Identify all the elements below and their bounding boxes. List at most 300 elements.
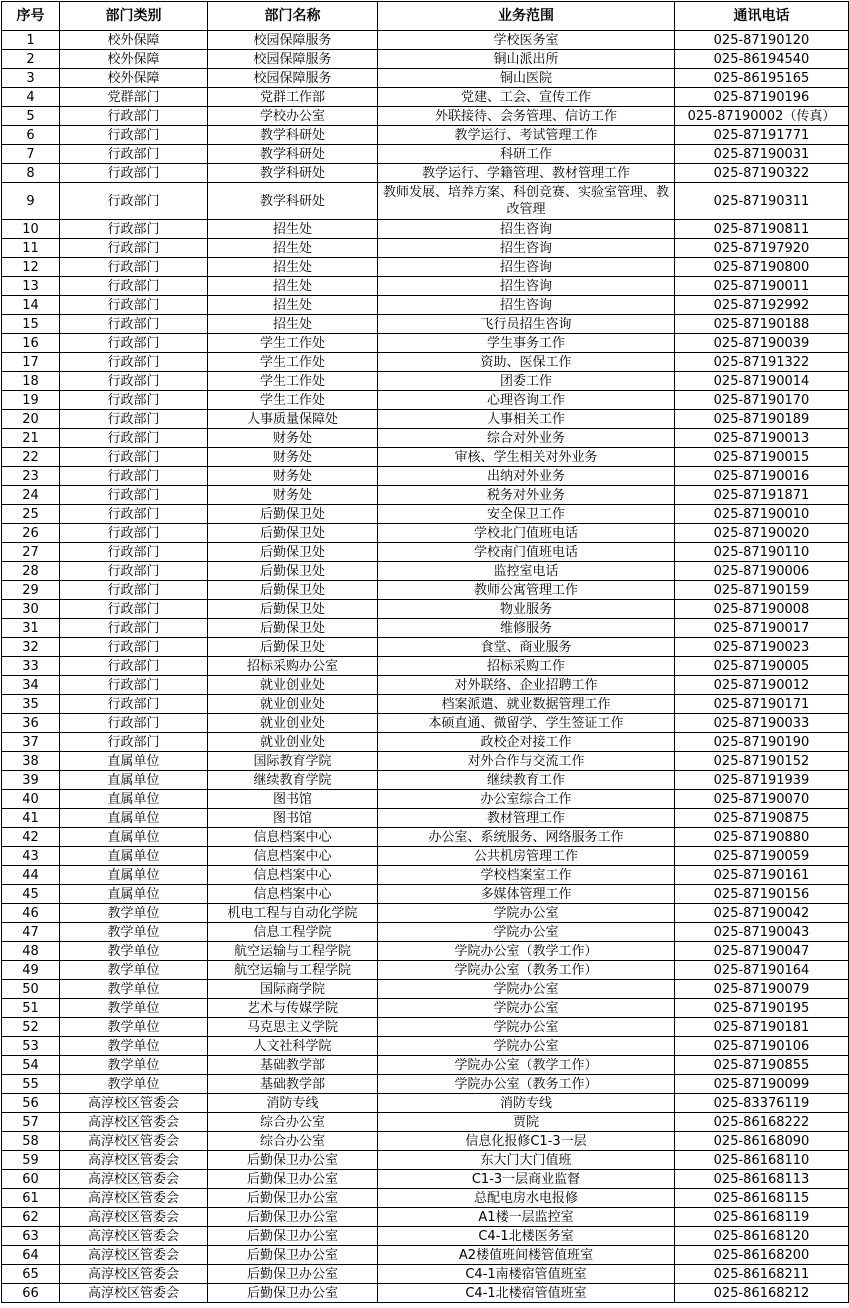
cell-department: 基础教学部	[208, 1075, 378, 1094]
cell-department: 财务处	[208, 467, 378, 486]
cell-index: 24	[2, 486, 60, 505]
cell-phone: 025-86168113	[675, 1170, 849, 1189]
cell-index: 4	[2, 88, 60, 107]
cell-index: 47	[2, 923, 60, 942]
table-row	[2, 164, 849, 183]
table-row	[2, 50, 849, 69]
cell-department: 马克思主义学院	[208, 1018, 378, 1037]
cell-index: 45	[2, 885, 60, 904]
cell-category: 行政部门	[60, 372, 208, 391]
cell-scope: 对外联络、企业招聘工作	[378, 676, 675, 695]
cell-category: 行政部门	[60, 353, 208, 372]
cell-scope: 心理咨询工作	[378, 391, 675, 410]
cell-department: 信息档案中心	[208, 847, 378, 866]
table-row	[2, 809, 849, 828]
cell-phone: 025-87190875	[675, 809, 849, 828]
cell-phone: 025-87190110	[675, 543, 849, 562]
cell-index: 56	[2, 1094, 60, 1113]
cell-index: 58	[2, 1132, 60, 1151]
cell-scope: 招生咨询	[378, 277, 675, 296]
cell-department: 就业创业处	[208, 695, 378, 714]
cell-scope: 档案派遣、就业数据管理工作	[378, 695, 675, 714]
table-row	[2, 1227, 849, 1246]
cell-department: 就业创业处	[208, 676, 378, 695]
table-row	[2, 1189, 849, 1208]
cell-department: 后勤保卫处	[208, 562, 378, 581]
cell-category: 教学单位	[60, 942, 208, 961]
table-row	[2, 486, 849, 505]
cell-scope: 审核、学生相关对外业务	[378, 448, 675, 467]
cell-category: 高淳校区管委会	[60, 1227, 208, 1246]
cell-scope: 学院办公室（教务工作）	[378, 1075, 675, 1094]
cell-scope: 总配电房水电报修	[378, 1189, 675, 1208]
cell-category: 校外保障	[60, 50, 208, 69]
cell-scope: 学院办公室（教学工作）	[378, 1056, 675, 1075]
cell-phone: 025-87190043	[675, 923, 849, 942]
cell-index: 12	[2, 258, 60, 277]
cell-scope: 招生咨询	[378, 296, 675, 315]
cell-scope: 资助、医保工作	[378, 353, 675, 372]
cell-index: 39	[2, 771, 60, 790]
table-row	[2, 1284, 849, 1303]
header-department: 部门名称	[208, 2, 378, 31]
table-row	[2, 676, 849, 695]
cell-category: 教学单位	[60, 1056, 208, 1075]
table-row	[2, 752, 849, 771]
table-row	[2, 372, 849, 391]
cell-index: 36	[2, 714, 60, 733]
cell-scope: 本硕直通、微留学、学生签证工作	[378, 714, 675, 733]
cell-category: 直属单位	[60, 771, 208, 790]
cell-scope: 飞行员招生咨询	[378, 315, 675, 334]
cell-phone: 025-86168115	[675, 1189, 849, 1208]
table-header	[2, 2, 849, 31]
cell-department: 学生工作处	[208, 391, 378, 410]
cell-category: 行政部门	[60, 145, 208, 164]
cell-department: 信息工程学院	[208, 923, 378, 942]
cell-category: 行政部门	[60, 714, 208, 733]
cell-phone: 025-87191871	[675, 486, 849, 505]
cell-department: 继续教育学院	[208, 771, 378, 790]
cell-category: 行政部门	[60, 676, 208, 695]
cell-scope: 教师发展、培养方案、科创竞赛、实验室管理、教改管理	[378, 183, 675, 220]
cell-scope: 出纳对外业务	[378, 467, 675, 486]
cell-department: 财务处	[208, 486, 378, 505]
cell-index: 52	[2, 1018, 60, 1037]
table-row	[2, 1170, 849, 1189]
cell-category: 高淳校区管委会	[60, 1265, 208, 1284]
cell-category: 行政部门	[60, 733, 208, 752]
cell-scope: 税务对外业务	[378, 486, 675, 505]
cell-index: 35	[2, 695, 60, 714]
table-row	[2, 1094, 849, 1113]
cell-index: 17	[2, 353, 60, 372]
cell-phone: 025-87190188	[675, 315, 849, 334]
cell-phone: 025-87190008	[675, 600, 849, 619]
cell-department: 航空运输与工程学院	[208, 942, 378, 961]
cell-scope: 学院办公室	[378, 923, 675, 942]
cell-category: 直属单位	[60, 847, 208, 866]
cell-index: 66	[2, 1284, 60, 1303]
cell-category: 直属单位	[60, 828, 208, 847]
cell-category: 行政部门	[60, 657, 208, 676]
cell-department: 人事质量保障处	[208, 410, 378, 429]
cell-scope: 学院办公室（教务工作）	[378, 961, 675, 980]
cell-scope: 食堂、商业服务	[378, 638, 675, 657]
table-row	[2, 695, 849, 714]
cell-phone: 025-87190106	[675, 1037, 849, 1056]
table-row	[2, 1151, 849, 1170]
cell-index: 50	[2, 980, 60, 999]
cell-department: 图书馆	[208, 809, 378, 828]
cell-phone: 025-87190311	[675, 183, 849, 220]
cell-phone: 025-87190190	[675, 733, 849, 752]
cell-phone: 025-87190039	[675, 334, 849, 353]
table-row	[2, 334, 849, 353]
cell-index: 59	[2, 1151, 60, 1170]
cell-department: 后勤保卫处	[208, 581, 378, 600]
cell-category: 行政部门	[60, 695, 208, 714]
cell-scope: 监控室电话	[378, 562, 675, 581]
cell-scope: 学生事务工作	[378, 334, 675, 353]
cell-index: 31	[2, 619, 60, 638]
cell-index: 63	[2, 1227, 60, 1246]
table-row	[2, 866, 849, 885]
cell-phone: 025-86168119	[675, 1208, 849, 1227]
cell-department: 国际商学院	[208, 980, 378, 999]
table-row	[2, 733, 849, 752]
cell-phone: 025-87190031	[675, 145, 849, 164]
cell-scope: A2楼值班间楼管值班室	[378, 1246, 675, 1265]
table-row	[2, 183, 849, 220]
cell-phone: 025-86168120	[675, 1227, 849, 1246]
cell-department: 学生工作处	[208, 353, 378, 372]
cell-phone: 025-86194540	[675, 50, 849, 69]
cell-category: 行政部门	[60, 183, 208, 220]
table-row	[2, 467, 849, 486]
cell-department: 后勤保卫办公室	[208, 1227, 378, 1246]
cell-department: 招生处	[208, 239, 378, 258]
table-row	[2, 277, 849, 296]
cell-scope: 东大门大门值班	[378, 1151, 675, 1170]
cell-index: 27	[2, 543, 60, 562]
cell-scope: 学校医务室	[378, 31, 675, 50]
cell-scope: 信息化报修C1-3一层	[378, 1132, 675, 1151]
cell-scope: 学院办公室	[378, 904, 675, 923]
cell-category: 高淳校区管委会	[60, 1094, 208, 1113]
cell-index: 13	[2, 277, 60, 296]
cell-scope: 消防专线	[378, 1094, 675, 1113]
cell-scope: 学院办公室	[378, 1037, 675, 1056]
cell-index: 30	[2, 600, 60, 619]
cell-index: 21	[2, 429, 60, 448]
table-row	[2, 581, 849, 600]
cell-scope: C4-1北楼宿管值班室	[378, 1284, 675, 1303]
cell-department: 信息档案中心	[208, 866, 378, 885]
table-row	[2, 239, 849, 258]
cell-category: 行政部门	[60, 391, 208, 410]
table-row	[2, 107, 849, 126]
table-row	[2, 410, 849, 429]
cell-department: 校园保障服务	[208, 50, 378, 69]
cell-index: 43	[2, 847, 60, 866]
table-row	[2, 524, 849, 543]
table-row	[2, 562, 849, 581]
cell-phone: 025-86168211	[675, 1265, 849, 1284]
cell-index: 57	[2, 1113, 60, 1132]
cell-scope: C4-1北楼医务室	[378, 1227, 675, 1246]
cell-index: 41	[2, 809, 60, 828]
table-row	[2, 220, 849, 239]
cell-category: 直属单位	[60, 885, 208, 904]
cell-category: 行政部门	[60, 220, 208, 239]
cell-index: 7	[2, 145, 60, 164]
cell-scope: 继续教育工作	[378, 771, 675, 790]
cell-index: 1	[2, 31, 60, 50]
cell-phone: 025-86195165	[675, 69, 849, 88]
cell-phone: 025-87191771	[675, 126, 849, 145]
cell-department: 后勤保卫处	[208, 600, 378, 619]
cell-index: 20	[2, 410, 60, 429]
cell-department: 就业创业处	[208, 733, 378, 752]
cell-scope: 招生咨询	[378, 258, 675, 277]
cell-phone: 025-87190012	[675, 676, 849, 695]
cell-category: 高淳校区管委会	[60, 1132, 208, 1151]
table-row	[2, 980, 849, 999]
cell-department: 招标采购办公室	[208, 657, 378, 676]
cell-index: 60	[2, 1170, 60, 1189]
cell-index: 49	[2, 961, 60, 980]
cell-category: 行政部门	[60, 543, 208, 562]
cell-category: 教学单位	[60, 904, 208, 923]
cell-category: 高淳校区管委会	[60, 1113, 208, 1132]
cell-index: 23	[2, 467, 60, 486]
cell-phone: 025-87190855	[675, 1056, 849, 1075]
cell-index: 61	[2, 1189, 60, 1208]
table-row	[2, 448, 849, 467]
cell-phone: 025-87191939	[675, 771, 849, 790]
cell-department: 校园保障服务	[208, 31, 378, 50]
cell-department: 后勤保卫办公室	[208, 1246, 378, 1265]
cell-scope: 学校档案室工作	[378, 866, 675, 885]
cell-phone: 025-87190010	[675, 505, 849, 524]
cell-department: 后勤保卫处	[208, 619, 378, 638]
cell-phone: 025-87192992	[675, 296, 849, 315]
cell-phone: 025-87190800	[675, 258, 849, 277]
cell-index: 54	[2, 1056, 60, 1075]
cell-scope: 政校企对接工作	[378, 733, 675, 752]
cell-department: 招生处	[208, 258, 378, 277]
cell-scope: 科研工作	[378, 145, 675, 164]
cell-scope: 铜山派出所	[378, 50, 675, 69]
header-row	[2, 2, 849, 31]
cell-scope: 贾院	[378, 1113, 675, 1132]
cell-index: 29	[2, 581, 60, 600]
cell-category: 行政部门	[60, 315, 208, 334]
cell-department: 航空运输与工程学院	[208, 961, 378, 980]
cell-category: 教学单位	[60, 999, 208, 1018]
table-row	[2, 353, 849, 372]
cell-department: 信息档案中心	[208, 885, 378, 904]
table-row	[2, 88, 849, 107]
cell-category: 行政部门	[60, 296, 208, 315]
table-row	[2, 126, 849, 145]
cell-department: 就业创业处	[208, 714, 378, 733]
table-row	[2, 885, 849, 904]
cell-scope: 招生咨询	[378, 220, 675, 239]
table-row	[2, 1018, 849, 1037]
cell-phone: 025-87190196	[675, 88, 849, 107]
cell-scope: 铜山医院	[378, 69, 675, 88]
cell-department: 后勤保卫办公室	[208, 1284, 378, 1303]
cell-category: 教学单位	[60, 923, 208, 942]
cell-index: 51	[2, 999, 60, 1018]
table-row	[2, 1056, 849, 1075]
cell-index: 46	[2, 904, 60, 923]
cell-department: 学校办公室	[208, 107, 378, 126]
cell-department: 党群工作部	[208, 88, 378, 107]
cell-department: 招生处	[208, 220, 378, 239]
cell-scope: 教师公寓管理工作	[378, 581, 675, 600]
cell-phone: 025-87190013	[675, 429, 849, 448]
cell-phone: 025-87190017	[675, 619, 849, 638]
cell-index: 44	[2, 866, 60, 885]
cell-department: 国际教育学院	[208, 752, 378, 771]
table-row	[2, 296, 849, 315]
cell-scope: 学院办公室	[378, 999, 675, 1018]
cell-category: 直属单位	[60, 752, 208, 771]
cell-index: 53	[2, 1037, 60, 1056]
table-row	[2, 619, 849, 638]
cell-scope: 招生咨询	[378, 239, 675, 258]
cell-index: 8	[2, 164, 60, 183]
cell-category: 行政部门	[60, 164, 208, 183]
table-row	[2, 600, 849, 619]
cell-phone: 025-87190033	[675, 714, 849, 733]
cell-phone: 025-87190099	[675, 1075, 849, 1094]
cell-scope: C1-3一层商业监督	[378, 1170, 675, 1189]
cell-index: 28	[2, 562, 60, 581]
cell-phone: 025-87190059	[675, 847, 849, 866]
cell-index: 22	[2, 448, 60, 467]
cell-index: 5	[2, 107, 60, 126]
cell-phone: 025-87190011	[675, 277, 849, 296]
table-row	[2, 258, 849, 277]
table-row	[2, 69, 849, 88]
cell-category: 高淳校区管委会	[60, 1246, 208, 1265]
table-row	[2, 714, 849, 733]
cell-department: 基础教学部	[208, 1056, 378, 1075]
cell-phone: 025-87190016	[675, 467, 849, 486]
cell-department: 教学科研处	[208, 126, 378, 145]
cell-department: 后勤保卫办公室	[208, 1170, 378, 1189]
table-row	[2, 771, 849, 790]
cell-scope: 学院办公室	[378, 1018, 675, 1037]
cell-category: 高淳校区管委会	[60, 1284, 208, 1303]
cell-department: 信息档案中心	[208, 828, 378, 847]
cell-category: 直属单位	[60, 809, 208, 828]
cell-department: 艺术与传媒学院	[208, 999, 378, 1018]
cell-index: 55	[2, 1075, 60, 1094]
cell-category: 行政部门	[60, 638, 208, 657]
cell-index: 38	[2, 752, 60, 771]
cell-department: 机电工程与自动化学院	[208, 904, 378, 923]
cell-department: 学生工作处	[208, 372, 378, 391]
cell-index: 32	[2, 638, 60, 657]
table-row	[2, 1075, 849, 1094]
cell-category: 高淳校区管委会	[60, 1151, 208, 1170]
cell-department: 综合办公室	[208, 1113, 378, 1132]
cell-department: 后勤保卫处	[208, 524, 378, 543]
cell-scope: 教材管理工作	[378, 809, 675, 828]
cell-category: 行政部门	[60, 107, 208, 126]
cell-phone: 025-87190170	[675, 391, 849, 410]
cell-category: 校外保障	[60, 31, 208, 50]
table-row	[2, 847, 849, 866]
cell-index: 40	[2, 790, 60, 809]
cell-category: 党群部门	[60, 88, 208, 107]
cell-phone: 025-87190023	[675, 638, 849, 657]
cell-department: 后勤保卫处	[208, 543, 378, 562]
cell-phone: 025-87190006	[675, 562, 849, 581]
cell-phone: 025-87190002（传真）	[675, 107, 849, 126]
cell-index: 11	[2, 239, 60, 258]
cell-index: 65	[2, 1265, 60, 1284]
cell-scope: 学校北门值班电话	[378, 524, 675, 543]
cell-category: 行政部门	[60, 126, 208, 145]
cell-scope: 党建、工会、宣传工作	[378, 88, 675, 107]
cell-phone: 025-86168200	[675, 1246, 849, 1265]
table-row	[2, 828, 849, 847]
cell-department: 校园保障服务	[208, 69, 378, 88]
cell-scope: 学校南门值班电话	[378, 543, 675, 562]
cell-index: 15	[2, 315, 60, 334]
cell-index: 64	[2, 1246, 60, 1265]
table-row	[2, 790, 849, 809]
table-row	[2, 1113, 849, 1132]
cell-scope: 办公室、系统服务、网络服务工作	[378, 828, 675, 847]
cell-category: 教学单位	[60, 961, 208, 980]
cell-category: 教学单位	[60, 1075, 208, 1094]
cell-department: 后勤保卫办公室	[208, 1189, 378, 1208]
cell-phone: 025-86168212	[675, 1284, 849, 1303]
cell-department: 后勤保卫处	[208, 505, 378, 524]
cell-index: 3	[2, 69, 60, 88]
cell-phone: 025-87190015	[675, 448, 849, 467]
cell-phone: 025-87190120	[675, 31, 849, 50]
cell-category: 行政部门	[60, 505, 208, 524]
header-index: 序号	[2, 2, 60, 31]
table-row	[2, 961, 849, 980]
cell-department: 后勤保卫办公室	[208, 1208, 378, 1227]
cell-index: 25	[2, 505, 60, 524]
cell-scope: 团委工作	[378, 372, 675, 391]
cell-scope: 办公室综合工作	[378, 790, 675, 809]
cell-phone: 025-87190005	[675, 657, 849, 676]
table-row	[2, 1246, 849, 1265]
cell-index: 6	[2, 126, 60, 145]
cell-scope: 招标采购工作	[378, 657, 675, 676]
cell-phone: 025-86168222	[675, 1113, 849, 1132]
table-row	[2, 315, 849, 334]
table-row	[2, 638, 849, 657]
cell-phone: 025-87190156	[675, 885, 849, 904]
cell-phone: 025-87190042	[675, 904, 849, 923]
cell-phone: 025-86168110	[675, 1151, 849, 1170]
header-scope: 业务范围	[378, 2, 675, 31]
cell-index: 33	[2, 657, 60, 676]
cell-category: 行政部门	[60, 562, 208, 581]
